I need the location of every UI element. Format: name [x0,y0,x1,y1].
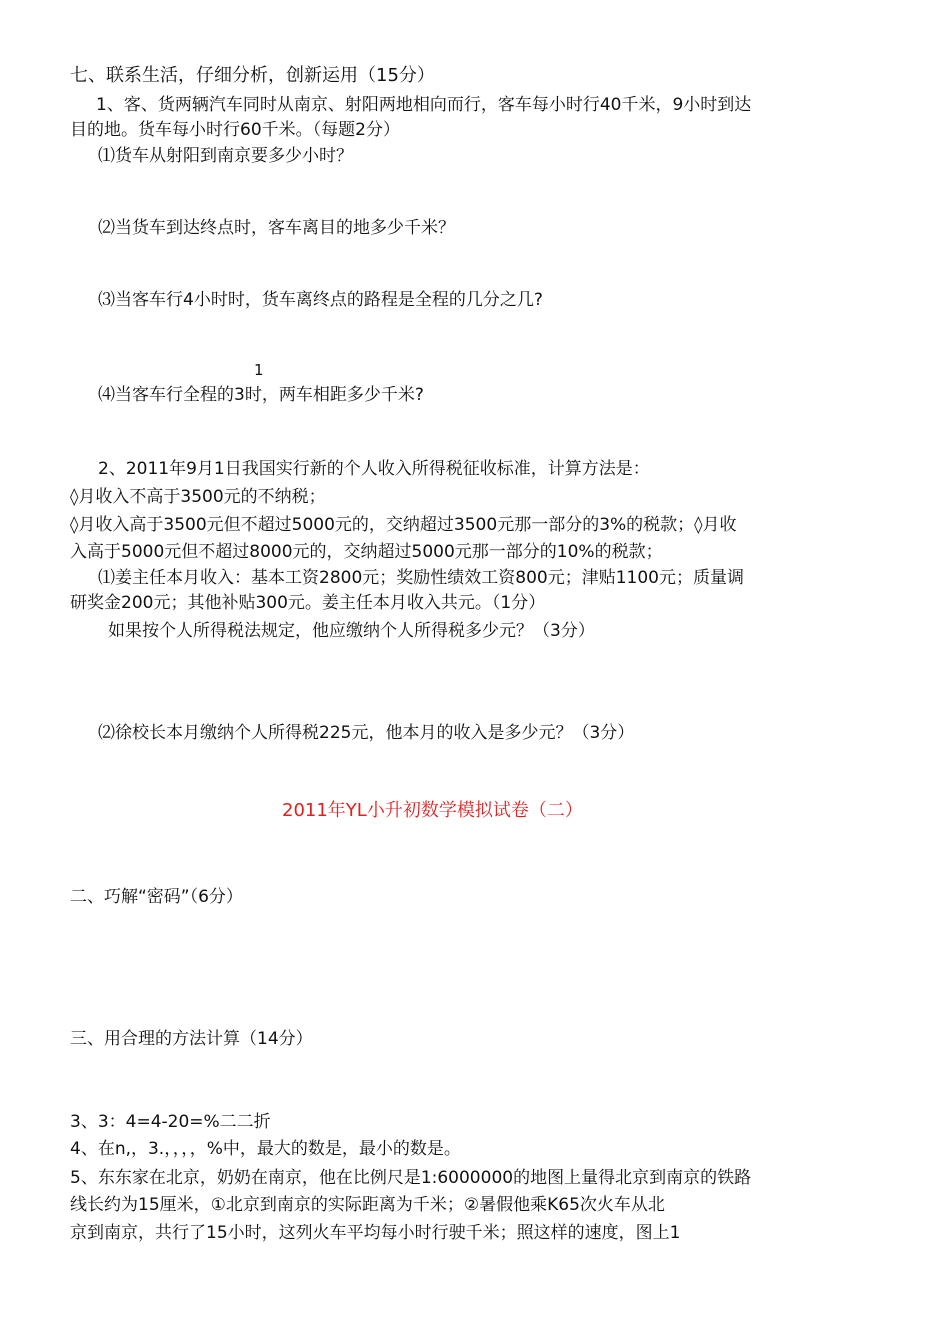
q2-sub1a: ⑴姜主任本月收入：基本工资2800元；奖励性绩效工资800元；津贴1100元；质量调 [98,568,744,588]
item5-line1: 5、东东家在北京，奶奶在南京，他在比例尺是1:6000000的地图上量得北京到南京的铁路 [70,1168,752,1188]
q2-line1: 2、2011年9月1日我国实行新的个人收入所得税征收标准，计算方法是： [98,459,650,479]
q2-rule2b: 入高于5000元但不超过8000元的，交纳超过5000元那一部分的10%的税款； [70,542,663,562]
section3-heading: 三、用合理的方法计算（14分） [70,1029,313,1049]
exam-title: 2011年YL小升初数学模拟试卷（二） [282,800,583,821]
q1-sub1: ⑴货车从射阳到南京要多少小时？ [98,146,353,166]
item4: 4、在n,，3.，，，，%中，最大的数是，最小的数是。 [70,1139,461,1159]
section7-heading: 七、联系生活，仔细分析，创新运用（15分） [70,65,435,86]
q1-line2: 目的地。货车每小时行60千米。（每题2分） [70,120,400,140]
q2-sub1c: 如果按个人所得税法规定，他应缴纳个人所得税多少元？（3分） [108,621,595,641]
q2-rule1: ◊月收入不高于3500元的不纳税； [70,487,326,507]
q2-sub2: ⑵徐校长本月缴纳个人所得税225元，他本月的收入是多少元？（3分） [98,723,635,743]
item5-line3: 京到南京，共行了15小时，这列火车平均每小时行驶千米；照这样的速度，图上1 [70,1223,681,1243]
q2-sub1b: 研奖金200元；其他补贴300元。姜主任本月收入共元。（1分） [70,593,546,613]
q1-sub2: ⑵当货车到达终点时，客车离目的地多少千米？ [98,218,455,238]
section2-heading: 二、巧解“密码”（6分） [70,887,243,907]
q2-rule2a: ◊月收入高于3500元但不超过5000元的，交纳超过3500元那一部分的3%的税款；◊月收 [70,515,737,535]
item5-line2: 线长约为15厘米，①北京到南京的实际距离为千米；②暑假他乘K65次火车从北 [70,1195,665,1215]
q1-line1: 1、客、货两辆汽车同时从南京、射阳两地相向而行，客车每小时行40千米，9小时到达 [96,95,752,115]
q1-sub4: ⑷当客车行全程的3时，两车相距多少千米? [98,385,424,405]
q1-sub4-numerator: 1 [254,361,264,379]
item3: 3、3：4=4-20=%二二折 [70,1112,271,1132]
q1-sub3: ⑶当客车行4小时时，货车离终点的路程是全程的几分之几? [98,290,543,310]
